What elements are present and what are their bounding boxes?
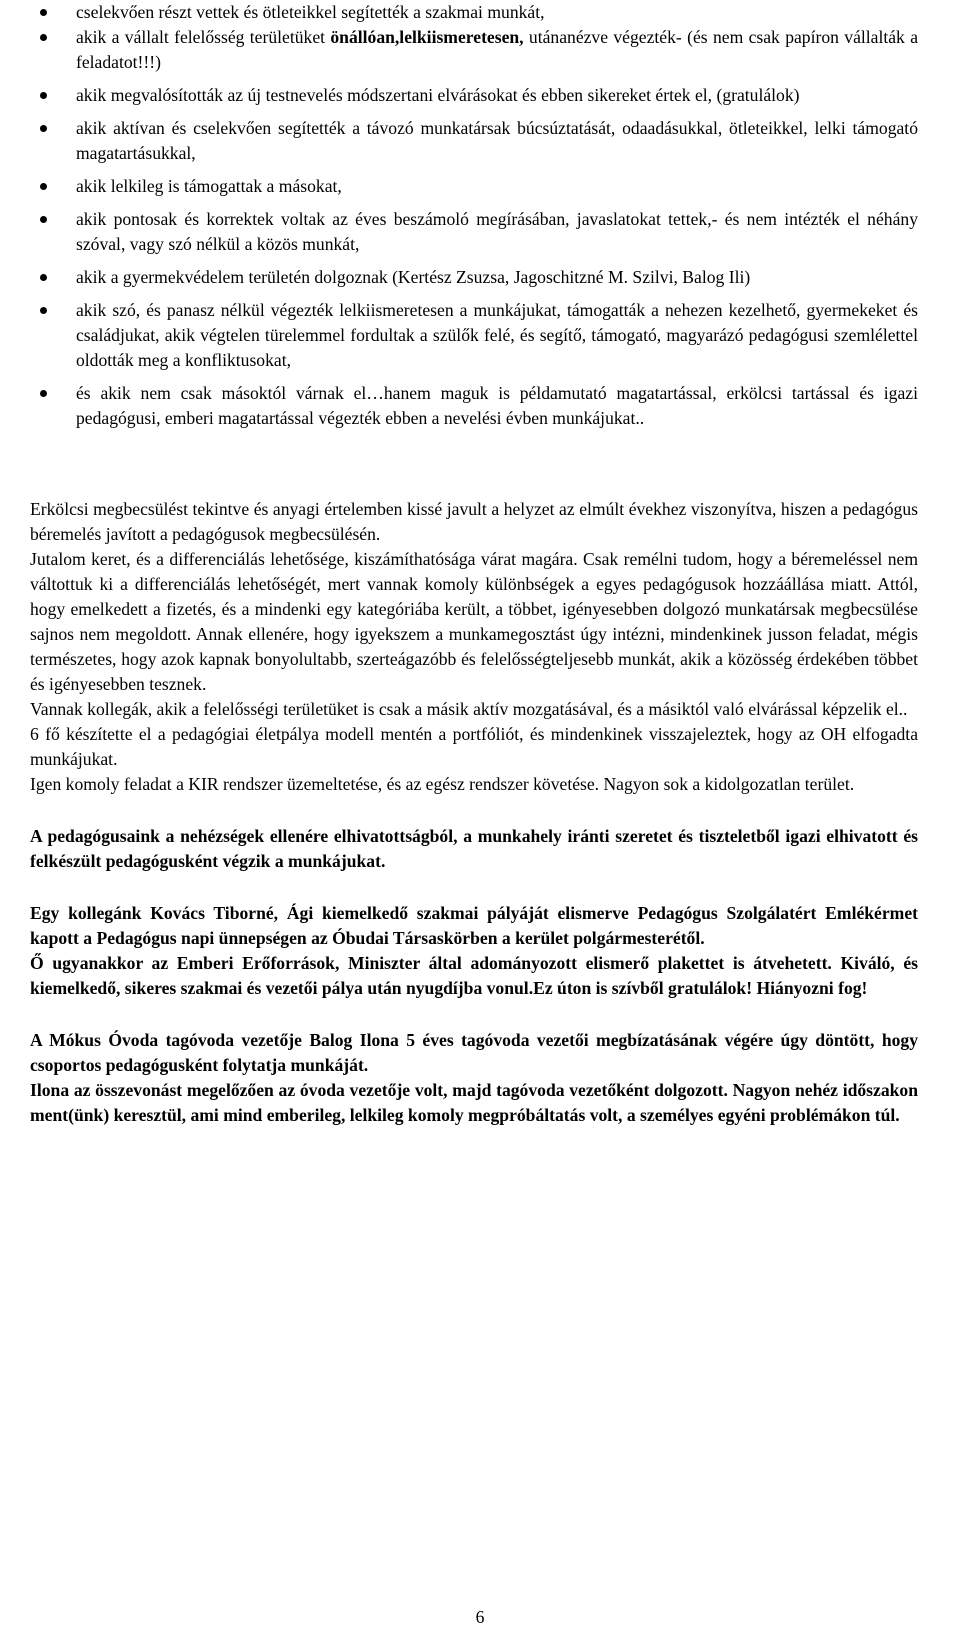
bold-paragraph: Egy kollegánk Kovács Tiborné, Ági kiemelkedő szakmai pályáját elismerve Pedagógus Szolgálatért Emlékérmet kapott a Pedagógus napi ünnepségen az Óbudai Társaskörben a kerület polgármesterétől. [30, 903, 918, 948]
list-item: akik lelkileg is támogattak a másokat, [30, 174, 918, 199]
list-item: akik aktívan és cselekvően segítették a távozó munkatársak búcsúztatását, odaadásukkal, ötleteikkel, lelki támogató magatartásukkal, [30, 116, 918, 166]
emphasis-text: önállóan,lelkiismeretesen, [330, 27, 524, 47]
list-item: akik szó, és panasz nélkül végezték lelkiismeretesen a munkájukat, támogatták a nehezen kezelhető, gyermekeket és családjukat, akik végtelen türelemmel fordultak a szülők felé, és segítő, támogató, magyarázó pedagógusi szemlélettel oldották meg a konfliktusokat, [30, 298, 918, 373]
bullet-icon [40, 34, 47, 41]
leader-section [30, 1028, 918, 1128]
list-item: cselekvően részt vettek és ötleteikkel segítették a szakmai munkát, [30, 0, 918, 25]
bullet-icon [40, 216, 47, 223]
bullet-list [30, 0, 918, 431]
bullet-icon [40, 390, 47, 397]
bullet-icon [40, 9, 47, 16]
paragraph: Erkölcsi megbecsülést tekintve és anyagi értelemben kissé javult a helyzet az elmúlt évekhez viszonyítva, hiszen a pedagógus béremelés javított a pedagógusok megbecsülésén. [30, 499, 918, 544]
body-paragraphs [30, 497, 918, 797]
paragraph: 6 fő készítette el a pedagógiai életpálya modell mentén a portfóliót, és mindenkinek visszajeleztek, hogy az OH elfogadta munkájukat. [30, 724, 918, 769]
award-section [30, 901, 918, 1001]
paragraph: Jutalom keret, és a differenciálás lehetősége, kiszámíthatósága várat magára. Csak remélni tudom, hogy a béremeléssel nem váltottuk ki a differenciálás lehetőségét, mert vannak komoly különbségek a egyes pedagógusok hozzáállása miatt. Attól, hogy emelkedett a fizetés, és a mindenki egy kategóriába került, a többet, igényesebben dolgozó munkatársak megbecsülése sajnos nem megoldott. Annak ellenére, hogy igyekszem a munkamegosztást úgy intézni, mindenkinek jusson feladat, mégis természetes, hogy azok kapnak bonyolultabb, szerteágazóbb és felelősségteljesebb munkát, akik a közösség érdekében többet és igényesebben tesznek. [30, 549, 918, 694]
list-item: akik pontosak és korrektek voltak az éves beszámoló megírásában, javaslatokat tettek,- és nem intézték el néhány szóval, vagy szó nélkül a közös munkát, [30, 207, 918, 257]
list-item: akik megvalósították az új testnevelés módszertani elvárásokat és ebben sikereket értek el, (gratulálok) [30, 83, 918, 108]
bold-paragraph: A Mókus Óvoda tagóvoda vezetője Balog Ilona 5 éves tagóvoda vezetői megbízatásának végére úgy döntött, hogy csoportos pedagógusként folytatja munkáját. [30, 1030, 918, 1075]
list-item: és akik nem csak másoktól várnak el…hanem maguk is példamutató magatartással, erkölcsi tartással és igazi pedagógusi, emberi magatartással végezték ebben a nevelési évben munkájukat.. [30, 381, 918, 431]
page-number: 6 [475, 1607, 485, 1627]
paragraph: Igen komoly feladat a KIR rendszer üzemeltetése, és az egész rendszer követése. Nagyon sok a kidolgozatlan terület. [30, 774, 855, 794]
bullet-icon [40, 125, 47, 132]
bullet-icon [40, 183, 47, 190]
bold-paragraph: Ő ugyanakkor az Emberi Erőforrások, Miniszter által adományozott elismerő plakettet is átvehetett. Kiváló, és kiemelkedő, sikeres szakmai és vezetői pálya után nyugdíjba vonul.Ez úton is szívből gratulálok! Hiányozni fog! [30, 953, 918, 998]
bold-statement: A pedagógusaink a nehézségek ellenére elhivatottságból, a munkahely iránti szeretet és tiszteletből igazi elhivatott és felkészült pedagógusként végzik a munkájukat. [30, 826, 918, 871]
paragraph: Vannak kollegák, akik a felelősségi területüket is csak a másik aktív mozgatásával, és a másiktól való elvárással képzelik el.. [30, 699, 908, 719]
bold-paragraph: Ilona az összevonást megelőzően az óvoda vezetője volt, majd tagóvoda vezetőként dolgozott. Nagyon nehéz időszakon ment(ünk) keresztül, ami mind emberileg, lelkileg komoly megpróbáltatás volt, a személyes egyéni problémákon túl. [30, 1080, 918, 1125]
bullet-icon [40, 307, 47, 314]
list-item: akik a vállalt felelősség területüket önállóan,lelkiismeretesen, utánanézve végezték- (és nem csak papíron vállalták a feladatot!!!) [30, 25, 918, 75]
document-page [30, 0, 918, 1128]
bullet-icon [40, 92, 47, 99]
bullet-icon [40, 274, 47, 281]
list-item: akik a gyermekvédelem területén dolgoznak (Kertész Zsuzsa, Jagoschitzné M. Szilvi, Balog Ili) [30, 265, 918, 290]
